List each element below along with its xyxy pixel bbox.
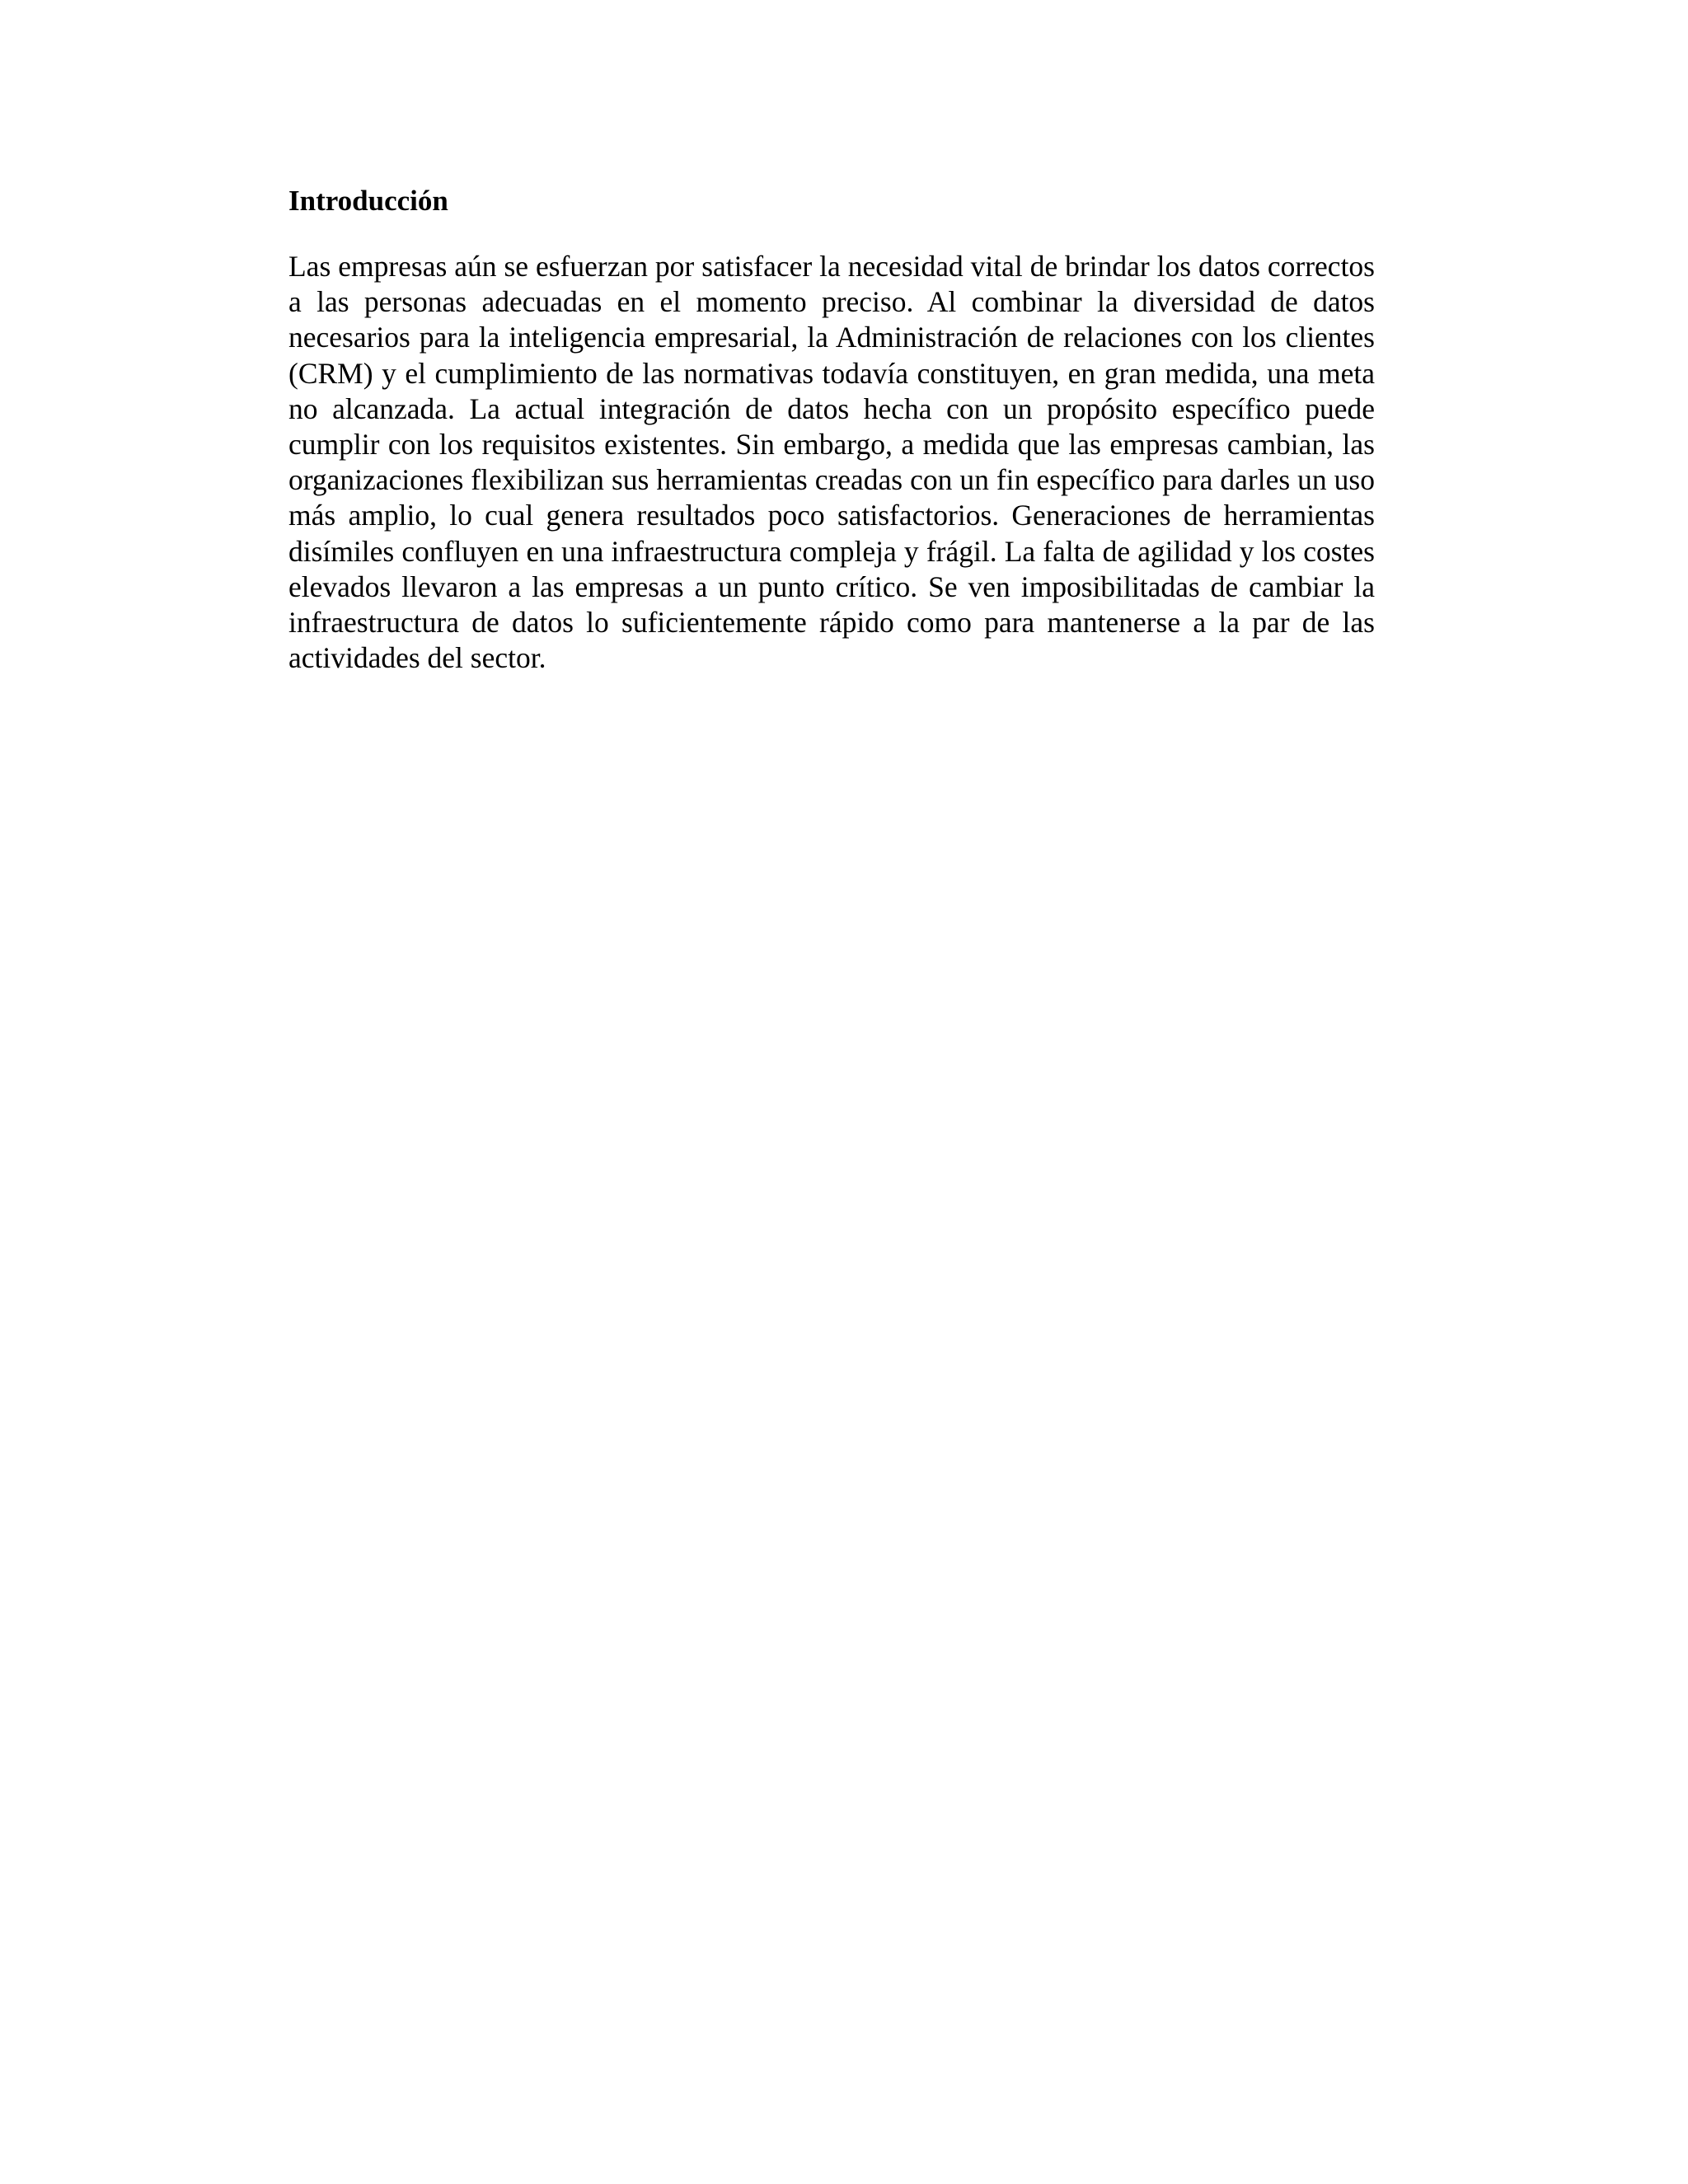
body-paragraph: Las empresas aún se esfuerzan por satisfacer la necesidad vital de brindar los datos correctos a las personas adecuadas en el momento preciso. Al combinar la diversidad de datos necesarios para la inteligencia empresarial, la Administración de relaciones con los clientes (CRM) y el cumplimiento de las normativas todavía constituyen, en gran medida, una meta no alcanzada. La actual integración de datos hecha con un propósito específico puede cumplir con los requisitos existentes. Sin embargo, a medida que las empresas cambian, las organizaciones flexibilizan sus herramientas creadas con un fin específico para darles un uso más amplio, lo cual genera resultados poco satisfactorios. Generaciones de herramientas disímiles confluyen en una infraestructura compleja y frágil. La falta de agilidad y los costes elevados llevaron a las empresas a un punto crítico. Se ven imposibilitadas de cambiar la infraestructura de datos lo suficientemente rápido como para mantenerse a la par de las actividades del sector. <box>288 250 1375 675</box>
document-content <box>288 183 1375 676</box>
section-heading: Introducción <box>288 185 448 217</box>
